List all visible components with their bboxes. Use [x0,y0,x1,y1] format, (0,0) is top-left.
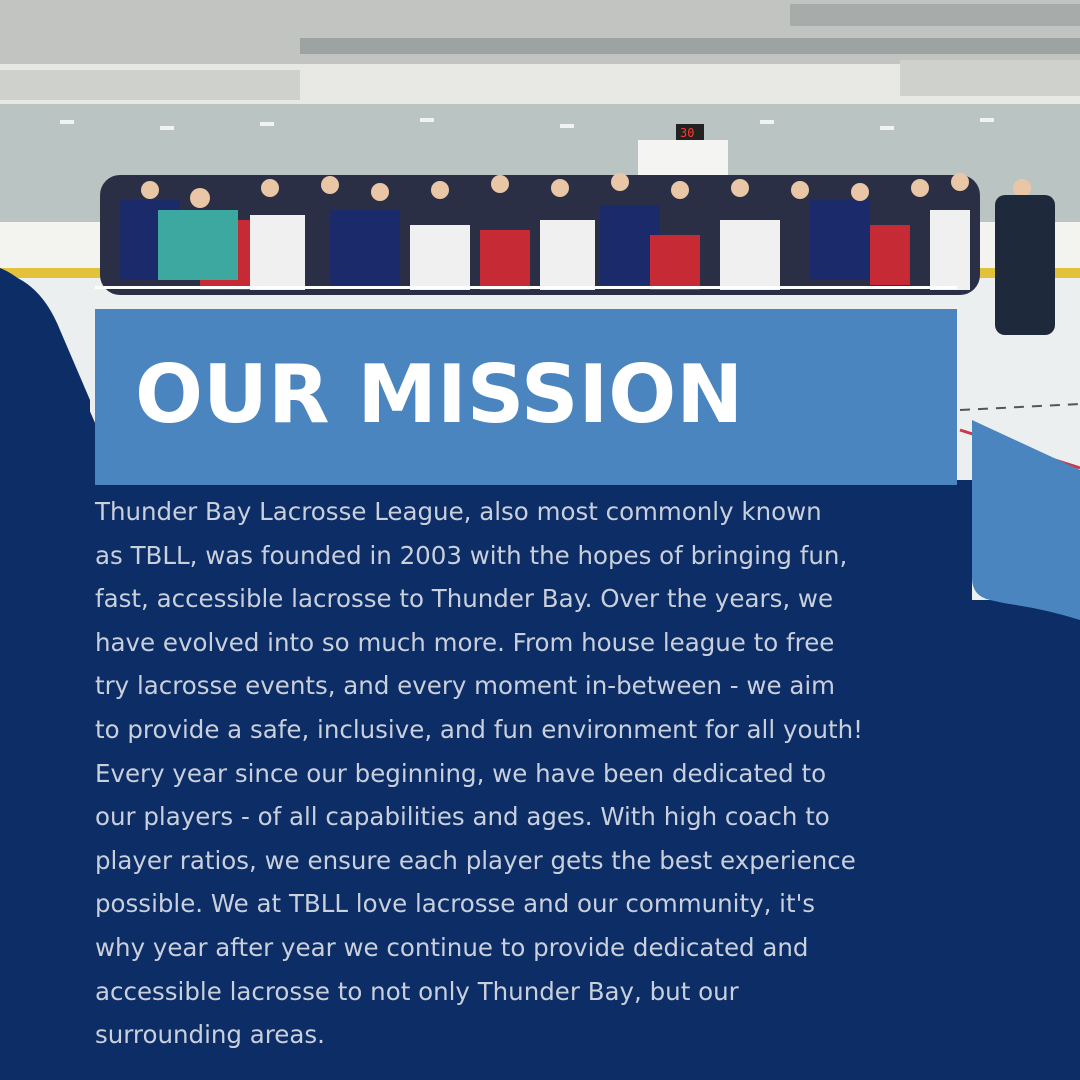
mission-line: player ratios, we ensure each player gets the best experience [95,845,856,875]
mission-line: accessible lacrosse to not only Thunder Bay, but our [95,976,739,1006]
mission-line: as TBLL, was founded in 2003 with the hopes of bringing fun, [95,540,848,570]
mission-line: surrounding areas. [95,1020,325,1050]
mission-line: Thunder Bay Lacrosse League, also most commonly known [95,497,822,526]
title-box [95,309,957,485]
mission-text [95,490,985,1057]
divider-line [95,286,957,289]
mission-line: have evolved into so much more. From house league to free [95,627,835,657]
mission-line: why year after year we continue to provide dedicated and [95,932,809,962]
mission-line: try lacrosse events, and every moment in-between - we aim [95,671,836,701]
mission-line: to provide a safe, inclusive, and fun environment for all youth! [95,714,863,744]
mission-line: Every year since our beginning, we have been dedicated to [95,758,827,788]
scoreboard-text: 30 [680,126,695,140]
page-title: OUR MISSION [135,348,744,441]
mission-line: our players - of all capabilities and ages. With high coach to [95,802,830,832]
mission-line: fast, accessible lacrosse to Thunder Bay. Over the years, we [95,584,834,614]
mission-line: possible. We at TBLL love lacrosse and our community, it's [95,889,816,919]
